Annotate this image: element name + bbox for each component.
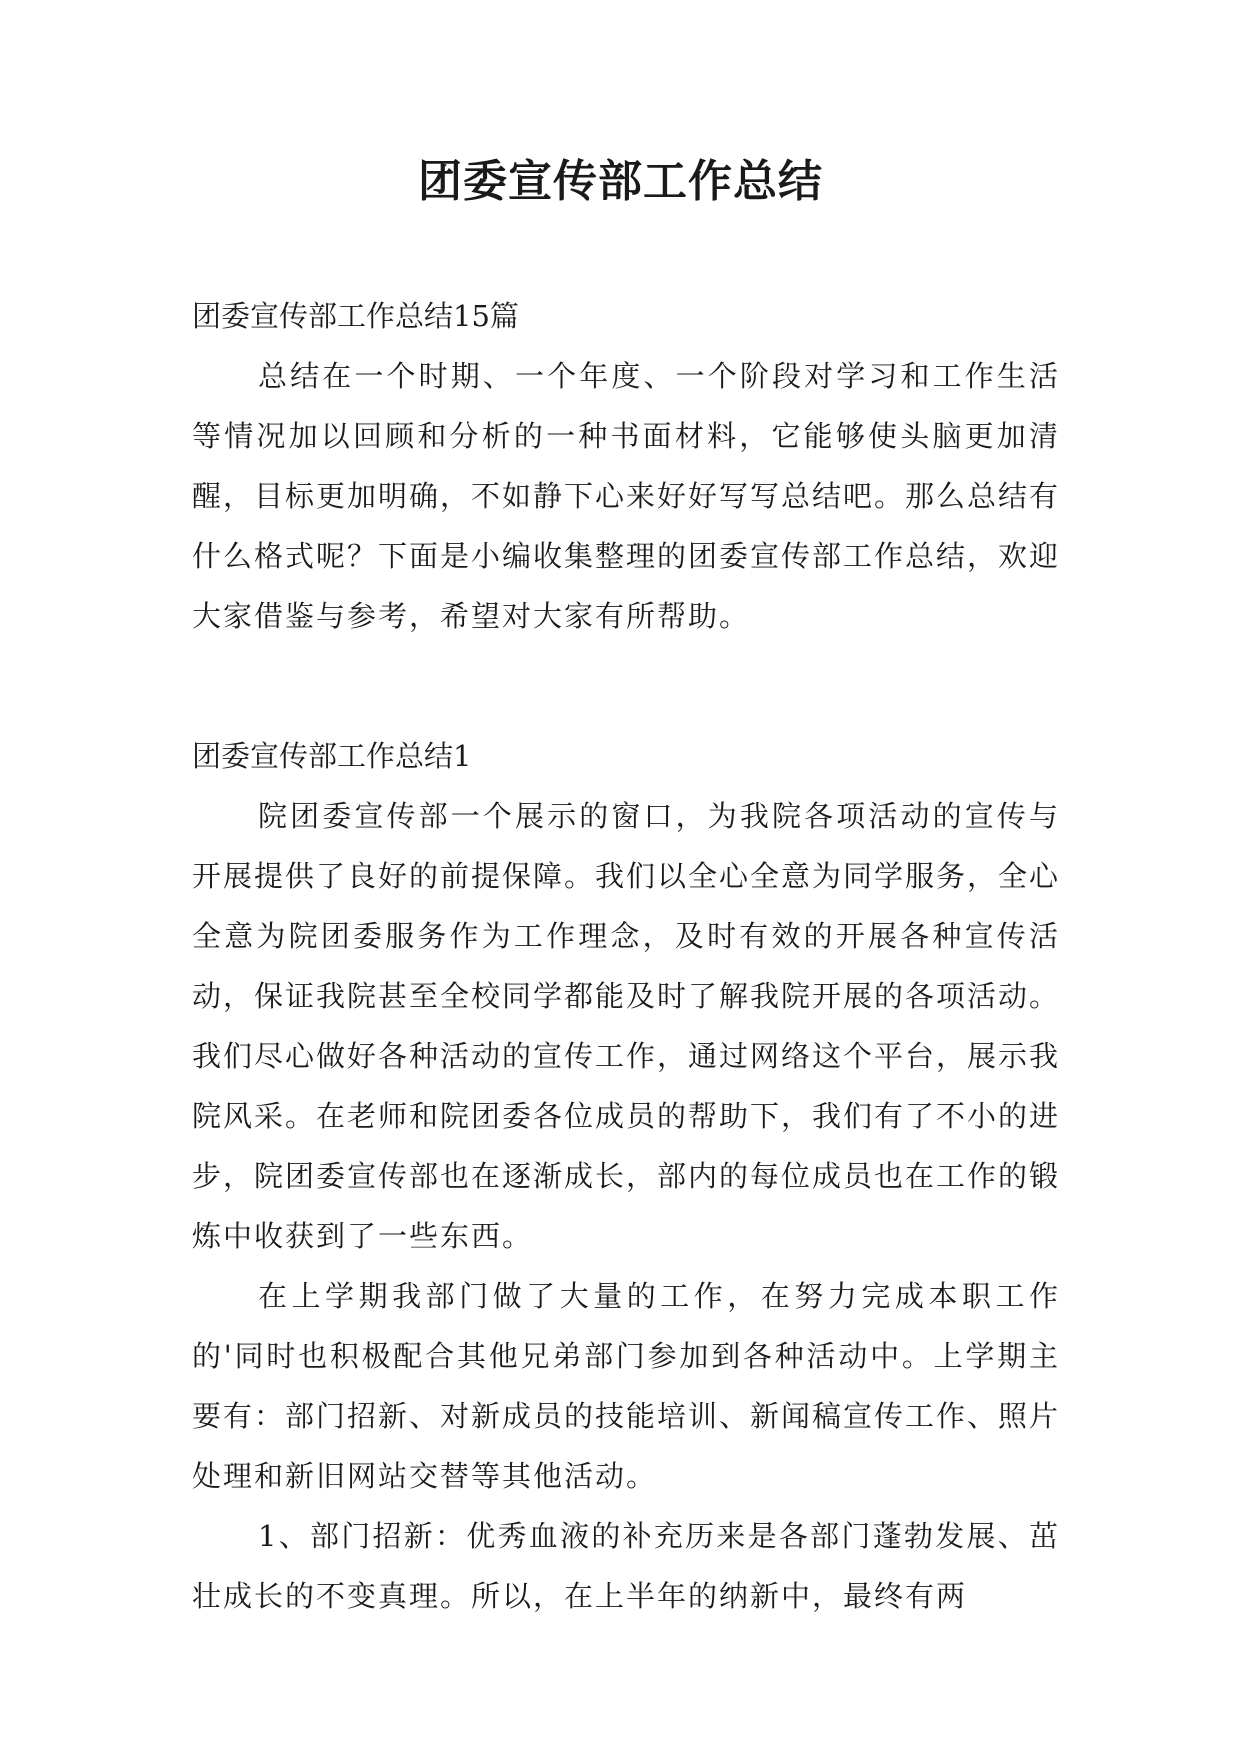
section-spacer <box>192 646 1060 726</box>
section-heading: 团委宣传部工作总结1 <box>192 739 472 773</box>
intro-paragraph: 总结在一个时期、一个年度、一个阶段对学习和工作生活等情况加以回顾和分析的一种书面材料，它能够使头脑更加清醒，目标更加明确，不如静下心来好好写写总结吧。那么总结有什么格式呢？下面是小编收集整理的团委宣传部工作总结，欢迎大家借鉴与参考，希望对大家有所帮助。 <box>192 359 1061 633</box>
document-title: 团委宣传部工作总结 <box>418 156 823 207</box>
body-paragraph: 在上学期我部门做了大量的工作，在努力完成本职工作的'同时也积极配合其他兄弟部门参加到各种活动中。上学期主要有：部门招新、对新成员的技能培训、新闻稿宣传工作、照片处理和新旧网站交替等其他活动。 <box>192 1279 1061 1493</box>
body-paragraph: 1、部门招新：优秀血液的补充历来是各部门蓬勃发展、茁壮成长的不变真理。所以，在上半年的纳新中，最终有两 <box>192 1519 1060 1613</box>
document-body <box>192 286 1060 1626</box>
body-paragraph: 院团委宣传部一个展示的窗口，为我院各项活动的宣传与开展提供了良好的前提保障。我们以全心全意为同学服务，全心全意为院团委服务作为工作理念，及时有效的开展各种宣传活动，保证我院甚至全校同学都能及时了解我院开展的各项活动。我们尽心做好各种活动的宣传工作，通过网络这个平台，展示我院风采。在老师和院团委各位成员的帮助下，我们有了不小的进步，院团委宣传部也在逐渐成长，部内的每位成员也在工作的锻炼中收获到了一些东西。 <box>192 799 1061 1253</box>
subtitle: 团委宣传部工作总结15篇 <box>192 299 519 333</box>
